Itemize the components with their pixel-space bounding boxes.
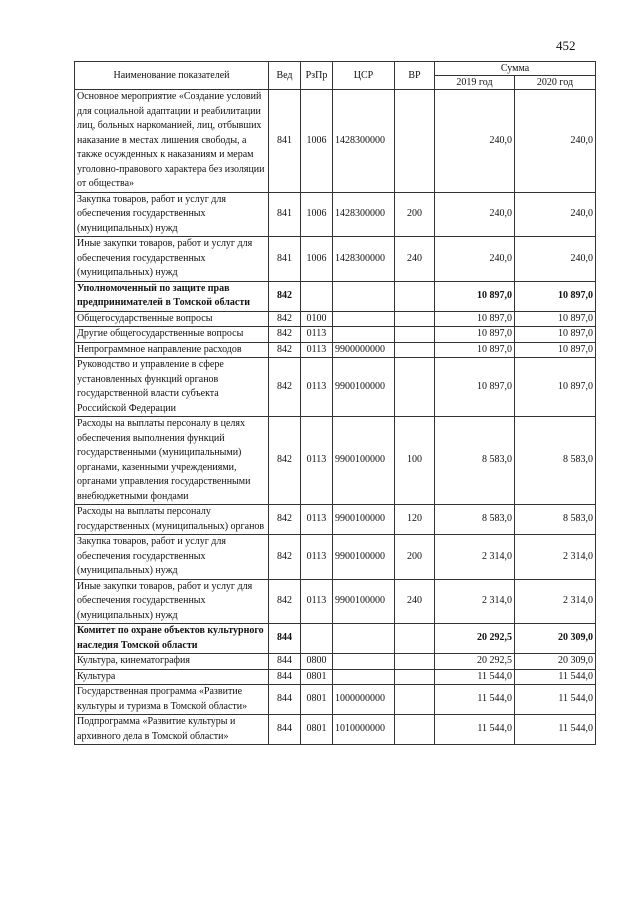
cell-csr: 1428300000 — [333, 192, 395, 237]
cell-rzpr: 0801 — [301, 669, 333, 685]
cell-ved: 841 — [269, 90, 301, 193]
cell-name: Расходы на выплаты персоналу в целях обеспечения выполнения функций государственными (муниципальными) органами, казенными учреждениями, органами управления государственными внебюджетными фондами — [75, 417, 269, 505]
cell-y2020: 10 897,0 — [515, 342, 596, 358]
table-row — [75, 624, 596, 654]
cell-y2020: 20 309,0 — [515, 654, 596, 670]
cell-csr — [333, 654, 395, 670]
table-row — [75, 358, 596, 417]
cell-y2019: 240,0 — [435, 237, 515, 282]
cell-y2020: 10 897,0 — [515, 327, 596, 343]
header-2019: 2019 год — [435, 76, 515, 90]
cell-rzpr: 0100 — [301, 311, 333, 327]
cell-rzpr: 0800 — [301, 654, 333, 670]
cell-name: Государственная программа «Развитие культуры и туризма в Томской области» — [75, 685, 269, 715]
cell-name: Комитет по охране объектов культурного наследия Томской области — [75, 624, 269, 654]
cell-rzpr: 1006 — [301, 90, 333, 193]
cell-rzpr: 0113 — [301, 327, 333, 343]
cell-rzpr — [301, 281, 333, 311]
cell-csr — [333, 327, 395, 343]
table-row — [75, 417, 596, 505]
cell-ved: 844 — [269, 624, 301, 654]
cell-y2020: 2 314,0 — [515, 579, 596, 624]
cell-vr: 120 — [395, 505, 435, 535]
header-row — [75, 62, 596, 76]
cell-y2019: 240,0 — [435, 192, 515, 237]
cell-name: Культура — [75, 669, 269, 685]
cell-vr — [395, 669, 435, 685]
cell-y2020: 240,0 — [515, 90, 596, 193]
cell-y2020: 2 314,0 — [515, 535, 596, 580]
cell-csr: 1010000000 — [333, 715, 395, 745]
cell-rzpr: 1006 — [301, 192, 333, 237]
cell-ved: 842 — [269, 417, 301, 505]
cell-csr: 9900100000 — [333, 535, 395, 580]
cell-name: Подпрограмма «Развитие культуры и архивного дела в Томской области» — [75, 715, 269, 745]
cell-ved: 842 — [269, 311, 301, 327]
cell-name: Иные закупки товаров, работ и услуг для обеспечения государственных (муниципальных) нужд — [75, 237, 269, 282]
cell-ved: 844 — [269, 669, 301, 685]
header-csr: ЦСР — [333, 62, 395, 90]
cell-vr: 100 — [395, 417, 435, 505]
table-row — [75, 311, 596, 327]
cell-vr: 200 — [395, 535, 435, 580]
cell-y2019: 10 897,0 — [435, 311, 515, 327]
cell-y2020: 11 544,0 — [515, 669, 596, 685]
table-row — [75, 342, 596, 358]
cell-name: Основное мероприятие «Создание условий для социальной адаптации и реабилитации лиц, больных наркоманией, лиц, отбывших наказание в местах лишения свободы, а также осужденных к наказаниям и мерам уголовно-правового характера без изоляции от общества» — [75, 90, 269, 193]
cell-csr: 9900100000 — [333, 358, 395, 417]
cell-ved: 844 — [269, 685, 301, 715]
cell-rzpr: 0113 — [301, 417, 333, 505]
cell-csr: 1428300000 — [333, 90, 395, 193]
cell-rzpr: 0801 — [301, 715, 333, 745]
table-row — [75, 685, 596, 715]
cell-name: Другие общегосударственные вопросы — [75, 327, 269, 343]
header-vr: ВР — [395, 62, 435, 90]
cell-vr — [395, 685, 435, 715]
cell-name: Закупка товаров, работ и услуг для обеспечения государственных (муниципальных) нужд — [75, 192, 269, 237]
cell-y2019: 10 897,0 — [435, 281, 515, 311]
cell-y2020: 10 897,0 — [515, 311, 596, 327]
cell-y2020: 240,0 — [515, 192, 596, 237]
table-row — [75, 535, 596, 580]
cell-ved: 842 — [269, 535, 301, 580]
cell-rzpr: 0113 — [301, 579, 333, 624]
cell-name: Уполномоченный по защите прав предпринимателей в Томской области — [75, 281, 269, 311]
cell-y2019: 240,0 — [435, 90, 515, 193]
cell-y2019: 2 314,0 — [435, 535, 515, 580]
cell-vr: 200 — [395, 192, 435, 237]
page-number: 452 — [556, 38, 576, 53]
cell-y2020: 10 897,0 — [515, 358, 596, 417]
cell-name: Закупка товаров, работ и услуг для обеспечения государственных (муниципальных) нужд — [75, 535, 269, 580]
cell-vr — [395, 311, 435, 327]
cell-ved: 841 — [269, 237, 301, 282]
cell-csr — [333, 281, 395, 311]
header-sum: Сумма — [435, 62, 596, 76]
cell-ved: 842 — [269, 358, 301, 417]
cell-vr — [395, 624, 435, 654]
table-body — [75, 90, 596, 745]
table-row — [75, 505, 596, 535]
cell-ved: 842 — [269, 327, 301, 343]
cell-vr — [395, 281, 435, 311]
table-row — [75, 90, 596, 193]
table-row — [75, 715, 596, 745]
cell-y2020: 11 544,0 — [515, 715, 596, 745]
cell-y2020: 8 583,0 — [515, 417, 596, 505]
cell-rzpr: 0113 — [301, 505, 333, 535]
cell-name: Культура, кинематография — [75, 654, 269, 670]
cell-ved: 842 — [269, 579, 301, 624]
table-row — [75, 669, 596, 685]
cell-vr — [395, 327, 435, 343]
cell-name: Расходы на выплаты персоналу государственных (муниципальных) органов — [75, 505, 269, 535]
cell-rzpr: 0801 — [301, 685, 333, 715]
cell-ved: 844 — [269, 654, 301, 670]
cell-y2020: 10 897,0 — [515, 281, 596, 311]
cell-vr — [395, 654, 435, 670]
cell-vr — [395, 342, 435, 358]
cell-csr — [333, 624, 395, 654]
cell-rzpr: 1006 — [301, 237, 333, 282]
cell-rzpr: 0113 — [301, 342, 333, 358]
cell-csr: 9900100000 — [333, 417, 395, 505]
cell-y2020: 20 309,0 — [515, 624, 596, 654]
cell-vr — [395, 358, 435, 417]
table-row — [75, 654, 596, 670]
cell-vr: 240 — [395, 579, 435, 624]
header-ved: Вед — [269, 62, 301, 90]
cell-name: Иные закупки товаров, работ и услуг для обеспечения государственных (муниципальных) нужд — [75, 579, 269, 624]
table-row — [75, 192, 596, 237]
cell-csr: 9900100000 — [333, 579, 395, 624]
cell-y2019: 10 897,0 — [435, 358, 515, 417]
cell-name: Руководство и управление в сфере установленных функций органов государственной власти субъекта Российской Федерации — [75, 358, 269, 417]
cell-vr — [395, 90, 435, 193]
cell-ved: 842 — [269, 505, 301, 535]
cell-y2019: 8 583,0 — [435, 505, 515, 535]
cell-vr: 240 — [395, 237, 435, 282]
cell-ved: 842 — [269, 281, 301, 311]
cell-csr — [333, 311, 395, 327]
table-row — [75, 237, 596, 282]
cell-y2020: 240,0 — [515, 237, 596, 282]
cell-y2019: 20 292,5 — [435, 624, 515, 654]
cell-rzpr: 0113 — [301, 535, 333, 580]
cell-y2019: 11 544,0 — [435, 715, 515, 745]
cell-name: Общегосударственные вопросы — [75, 311, 269, 327]
cell-csr: 9900100000 — [333, 505, 395, 535]
cell-y2019: 10 897,0 — [435, 327, 515, 343]
cell-y2020: 8 583,0 — [515, 505, 596, 535]
table-row — [75, 281, 596, 311]
budget-table — [74, 61, 596, 745]
cell-csr: 9900000000 — [333, 342, 395, 358]
header-rzpr: РзПр — [301, 62, 333, 90]
cell-y2019: 11 544,0 — [435, 669, 515, 685]
cell-y2019: 10 897,0 — [435, 342, 515, 358]
table-row — [75, 327, 596, 343]
cell-rzpr: 0113 — [301, 358, 333, 417]
cell-y2020: 11 544,0 — [515, 685, 596, 715]
cell-y2019: 11 544,0 — [435, 685, 515, 715]
cell-csr: 1000000000 — [333, 685, 395, 715]
cell-csr — [333, 669, 395, 685]
header-name: Наименование показателей — [75, 62, 269, 90]
cell-name: Непрограммное направление расходов — [75, 342, 269, 358]
cell-ved: 844 — [269, 715, 301, 745]
cell-y2019: 8 583,0 — [435, 417, 515, 505]
cell-rzpr — [301, 624, 333, 654]
cell-ved: 841 — [269, 192, 301, 237]
cell-ved: 842 — [269, 342, 301, 358]
table-row — [75, 579, 596, 624]
cell-vr — [395, 715, 435, 745]
header-2020: 2020 год — [515, 76, 596, 90]
cell-csr: 1428300000 — [333, 237, 395, 282]
cell-y2019: 2 314,0 — [435, 579, 515, 624]
cell-y2019: 20 292,5 — [435, 654, 515, 670]
